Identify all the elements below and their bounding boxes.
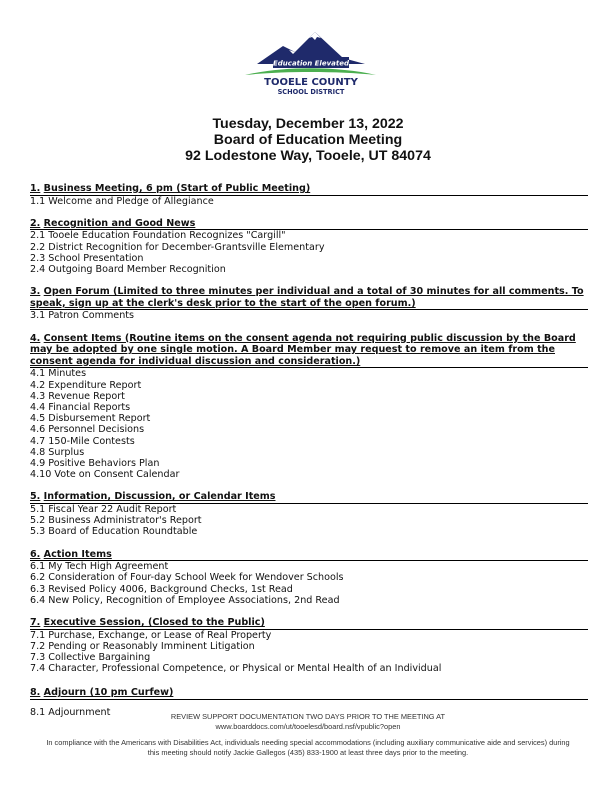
- review-notice: [0, 712, 616, 731]
- agenda-item: 4.4 Financial Reports: [30, 401, 131, 413]
- agenda-item: 4.3 Revenue Report: [30, 390, 125, 402]
- section-heading: [30, 333, 588, 369]
- agenda-item: 5.3 Board of Education Roundtable: [30, 526, 198, 538]
- agenda-item: 4.7 150-Mile Contests: [30, 435, 135, 447]
- review-text: REVIEW SUPPORT DOCUMENTATION TWO DAYS PRIOR TO THE MEETING AT: [170, 712, 446, 721]
- agenda-section: [30, 286, 588, 321]
- section-spacer: [30, 480, 588, 491]
- logo-name-line2: SCHOOL DISTRICT: [277, 88, 345, 96]
- section-heading: [30, 218, 588, 231]
- agenda-item: 1.1 Welcome and Pledge of Allegiance: [30, 195, 214, 207]
- agenda-item: 7.1 Purchase, Exchange, or Lease of Real Property: [30, 629, 272, 641]
- agenda-item: 6.4 New Policy, Recognition of Employee Associations, 2nd Read: [30, 594, 340, 606]
- section-spacer: [30, 538, 588, 549]
- agenda-item: 4.10 Vote on Consent Calendar: [30, 469, 180, 481]
- agenda-section: [30, 491, 588, 537]
- agenda-item: 4.9 Positive Behaviors Plan: [30, 458, 160, 469]
- section-heading-text: Executive Session, (Closed to the Public): [43, 617, 265, 629]
- agenda-item: 8.1 Adjournment: [30, 707, 111, 719]
- section-spacer: [30, 606, 588, 617]
- boarddocs-link[interactable]: www.boarddocs.com/ut/tooelesd/board.nsf/vpublic?open: [215, 721, 401, 731]
- meeting-title-block: [0, 116, 616, 165]
- section-number: 6.: [30, 548, 41, 560]
- section-number: 4.: [30, 332, 41, 344]
- section-number: 7.: [30, 617, 41, 629]
- agenda-item: 6.3 Revised Policy 4006, Background Checks, 1st Read: [30, 583, 293, 595]
- agenda-item: 7.4 Character, Professional Competence, or Physical or Mental Health of an Individual: [30, 663, 442, 675]
- section-heading: [30, 687, 588, 700]
- agenda: [30, 183, 588, 718]
- agenda-item: 4.8 Surplus: [30, 446, 85, 458]
- section-heading-text: Consent Items (Routine items on the consent agenda not requiring public discussion by the Board may be adopted by one single motion. A Board Member may request to remove an item from the consent agenda for individual discussion and consideration.): [30, 332, 576, 367]
- section-heading: [30, 549, 588, 562]
- agenda-item: 6.2 Consideration of Four-day School Week for Wendover Schools: [30, 572, 344, 584]
- logo-tagline: Education Elevated: [273, 59, 349, 68]
- section-spacer: [30, 207, 588, 218]
- agenda-section: [30, 333, 588, 481]
- section-heading-text: Adjourn (10 pm Curfew): [43, 687, 174, 699]
- section-heading: [30, 286, 588, 310]
- agenda-item: 2.2 District Recognition for December-Grantsville Elementary: [30, 241, 325, 253]
- section-number: 8.: [30, 687, 41, 699]
- meeting-name: Board of Education Meeting: [213, 132, 403, 149]
- agenda-item: 4.5 Disbursement Report: [30, 413, 151, 425]
- section-heading-text: Open Forum (Limited to three minutes per individual and a total of 30 minutes for all comments. To speak, sign up at the clerk's desk prior to the start of the open forum.): [30, 286, 584, 309]
- section-spacer: [30, 275, 588, 286]
- section-heading-text: Business Meeting, 6 pm (Start of Public Meeting): [43, 183, 311, 194]
- section-heading-text: Recognition and Good News: [43, 217, 196, 229]
- agenda-item: 3.1 Patron Comments: [30, 310, 135, 322]
- section-heading-text: Action Items: [43, 548, 112, 560]
- section-heading: [30, 183, 588, 196]
- agenda-item: 7.2 Pending or Reasonably Imminent Litigation: [30, 640, 255, 652]
- section-number: 1.: [30, 183, 41, 194]
- district-logo: [243, 30, 378, 98]
- meeting-date: Tuesday, December 13, 2022: [212, 116, 404, 132]
- agenda-item: 7.3 Collective Bargaining: [30, 652, 151, 664]
- agenda-item: 5.2 Business Administrator's Report: [30, 515, 202, 527]
- agenda-item: 4.6 Personnel Decisions: [30, 424, 145, 436]
- agenda-section: [30, 218, 588, 275]
- agenda-item: 6.1 My Tech High Agreement: [30, 561, 169, 573]
- agenda-item: 2.4 Outgoing Board Member Recognition: [30, 264, 226, 275]
- section-heading: [30, 491, 588, 504]
- section-number: 5.: [30, 491, 41, 503]
- section-heading: [30, 617, 588, 630]
- mountain-logo-graphic: [243, 30, 378, 98]
- agenda-section: [30, 183, 588, 207]
- agenda-item: 5.1 Fiscal Year 22 Audit Report: [30, 504, 177, 515]
- agenda-section: [30, 549, 588, 606]
- section-number: 3.: [30, 286, 41, 298]
- section-heading-text: Information, Discussion, or Calendar Items: [43, 491, 276, 503]
- agenda-section: [30, 617, 588, 674]
- agenda-item: 4.2 Expenditure Report: [30, 379, 142, 391]
- meeting-address: 92 Lodestone Way, Tooele, UT 84074: [185, 148, 431, 165]
- ada-notice: In compliance with the Americans with Disabilities Act, individuals needing special accommodations (including auxiliary communicative aide and services) during this meeting should notify Jackie Gallegos (435) 833-1900 at least three days prior to the meeting.: [46, 738, 570, 757]
- section-number: 2.: [30, 217, 41, 229]
- section-spacer: [30, 674, 588, 687]
- agenda-item: 2.3 School Presentation: [30, 252, 144, 264]
- section-spacer: [30, 322, 588, 333]
- agenda-item: 2.1 Tooele Education Foundation Recognizes "Cargill": [30, 230, 286, 242]
- agenda-item: 4.1 Minutes: [30, 368, 87, 380]
- logo-name-line1: TOOELE COUNTY: [264, 77, 358, 88]
